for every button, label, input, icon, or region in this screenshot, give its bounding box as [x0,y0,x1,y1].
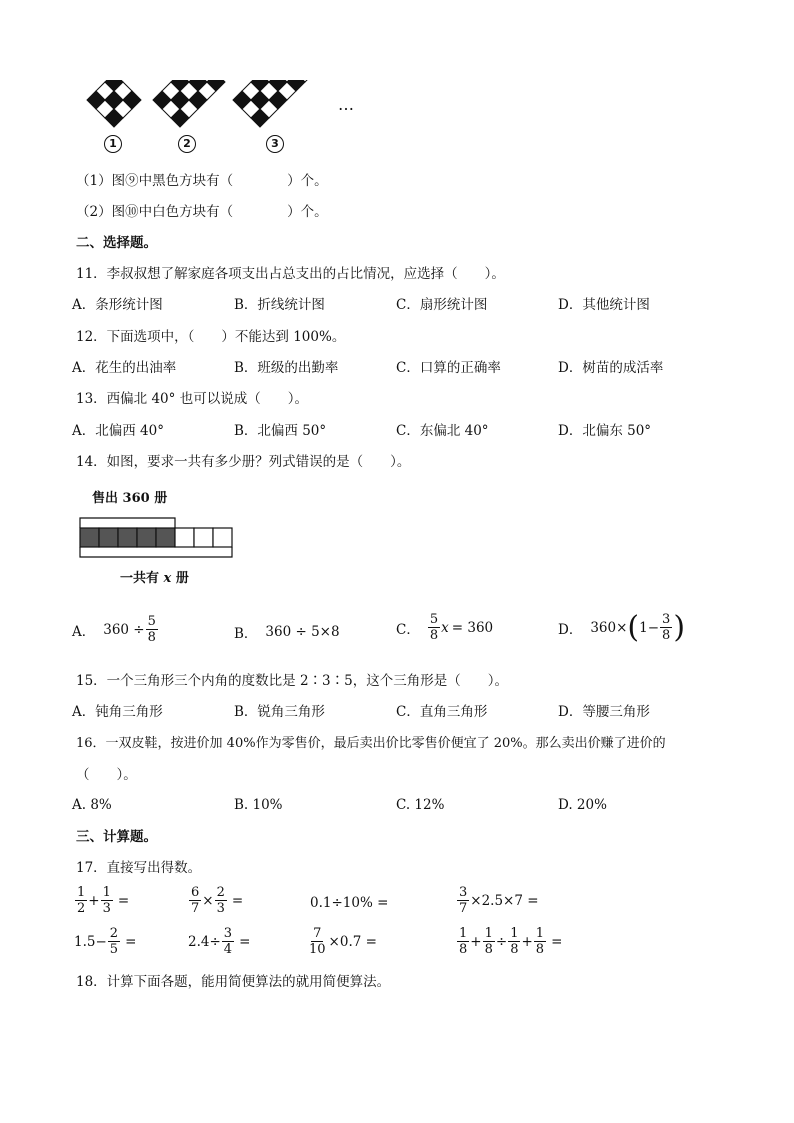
q14-c-fraction [428,612,440,643]
q17-e6-d: 4 [223,942,233,957]
q13-option-d: D．北偏东 50° [558,423,652,439]
q14-d-expr: 360× [590,619,628,636]
q17-e3-text: 0.1÷10% = [310,895,389,911]
q12-option-a: A．花生的出油率 [72,360,177,376]
q17-e6-eq: = [239,933,251,950]
q15-option-b: B．锐角三角形 [234,704,325,720]
q17-e8-frac4 [534,926,546,957]
q13-option-b: B．北偏西 50° [234,423,327,439]
q17-e8-frac2 [483,926,495,957]
q12-option-c: C．口算的正确率 [396,360,501,376]
q14-c-var: x [441,619,449,636]
q17-e8-frac1 [457,926,469,957]
q14-a-label: A． [72,623,96,640]
q14-c-den: 8 [429,628,439,643]
sold-segment [137,528,156,547]
q17-e8-n2: 1 [484,926,493,941]
q14-c-num: 5 [429,612,439,627]
q17-stem: 17．直接写出得数。 [76,860,202,876]
q17-e8-d3: 8 [510,942,519,957]
q12-option-d: D．树苗的成活率 [558,360,664,376]
q14-option-b [234,614,340,650]
q17-e8-n1: 1 [459,926,468,941]
q17-expr-3 [310,885,388,921]
q17-expr-6 [188,926,250,957]
q10-part-1: （1）图⑨中黑色方块有（ ）个。 [76,173,328,189]
q17-e1-frac1 [75,885,87,916]
remaining-segment [213,528,232,547]
q14-c-label: C． [396,621,420,638]
q11-option-b: B．折线统计图 [234,297,325,313]
q10-part-2: （2）图⑩中白色方块有（ ）个。 [76,204,328,220]
q16-stem-line2: （ ）。 [76,767,137,783]
bar-bottom-label-unit: 册 [175,571,189,586]
q16-stem-line1: 16．一双皮鞋，按进价加 40%作为零售价，最后卖出价比零售价便宜了 20%。那么卖出价赚了进价的 [76,736,666,751]
q17-e5-n: 2 [109,926,119,941]
bar-top-label: 售出 360 册 [92,491,168,506]
q17-e7-d: 10 [309,942,326,957]
ellipsis: … [338,95,354,114]
segment-bar-diagram [76,510,236,566]
q13-option-a: A．北偏西 40° [72,423,164,439]
q17-expr-2 [188,885,243,916]
q14-stem: 14．如图，要求一共有多少册？列式错误的是（ ）。 [76,454,411,470]
q17-e4-rest: ×2.5×7 = [470,892,539,909]
q17-e7-frac [307,926,328,957]
q13-stem: 13．西偏北 40° 也可以说成（ ）。 [76,391,308,407]
q17-e1-n1: 1 [77,885,86,900]
q17-e1-d1: 2 [77,901,86,916]
diamond-pattern-figure [80,80,370,160]
section-3-title: 三、计算题。 [76,829,157,845]
q17-expr-1 [74,885,129,916]
q17-e8-op3: + [521,933,533,950]
q14-a-num: 5 [147,614,156,629]
q17-expr-4 [456,885,539,916]
q18-stem: 18．计算下面各题，能用简便算法的就用简便算法。 [76,974,391,990]
q17-e2-eq: = [231,892,244,909]
figure-label-1: 1 [104,135,122,153]
q14-a-den: 8 [147,630,156,645]
q17-e5-pre: 1.5− [74,933,107,950]
q11-stem: 11．李叔叔想了解家庭各项支出占总支出的占比情况，应选择（ ）。 [76,266,505,282]
q17-e6-frac [222,926,234,957]
q16-option-d: D. 20% [558,797,607,813]
q17-e2-op: × [202,892,214,909]
q17-e1-n2: 1 [102,885,111,900]
q12-stem: 12．下面选项中，（ ）不能达到 100%。 [76,329,346,345]
sold-segment [99,528,118,547]
q14-option-a [72,614,159,645]
q17-e4-n1: 3 [459,885,468,900]
q17-e7-rest: ×0.7 = [328,933,377,950]
bar-bottom-label-text: 一共有 [120,571,160,586]
q14-d-fraction [660,612,672,643]
q14-d-den: 8 [662,628,671,643]
q11-option-a: A．条形统计图 [72,297,163,313]
figure-label-3: 3 [266,135,284,153]
q17-e8-n3: 1 [510,926,519,941]
sold-segment [118,528,137,547]
q17-e1-d2: 3 [102,901,111,916]
bar-bottom-label [120,570,189,588]
q14-b-label: B． [234,626,258,642]
q14-option-c [396,612,493,643]
q12-option-b: B．班级的出勤率 [234,360,339,376]
q17-e4-frac [457,885,469,916]
q13-option-c: C．东偏北 40° [396,423,489,439]
q17-e8-frac3 [508,926,520,957]
q17-e8-d1: 8 [459,942,468,957]
q15-stem: 15．一个三角形三个内角的度数比是 2∶3∶5，这个三角形是（ ）。 [76,673,508,689]
q17-e8-d4: 8 [535,942,545,957]
close-paren: ) [673,609,686,645]
q16-option-c: C. 12% [396,797,445,813]
q17-e2-d2: 3 [216,901,225,916]
bottom-brace [80,547,232,557]
q14-b-expr: 360 ÷ 5×8 [265,624,340,640]
q17-e8-n4: 1 [535,926,545,941]
q17-e2-frac1 [189,885,201,916]
q17-e8-op1: + [470,933,482,950]
q17-expr-7 [306,926,377,957]
q17-e2-frac2 [215,885,227,916]
q14-d-num: 3 [662,612,671,627]
bar-bottom-var: x [163,571,172,586]
sold-segment [80,528,99,547]
top-brace [80,518,175,528]
q15-option-c: C．直角三角形 [396,704,488,720]
q14-c-rest: = 360 [451,619,494,636]
q14-d-one: 1− [639,619,660,636]
q14-option-d [558,609,686,645]
pattern-figure-1 [87,80,141,127]
q17-e1-eq: = [117,892,130,909]
q16-option-b: B. 10% [234,797,283,813]
pattern-figure-2 [153,80,225,127]
open-paren: ( [627,609,640,645]
q15-option-d: D．等腰三角形 [558,704,650,720]
q11-option-d: D．其他统计图 [558,297,650,313]
q17-e8-eq: = [551,933,563,950]
section-2-title: 二、选择题。 [76,235,157,251]
remaining-segment [175,528,194,547]
q17-expr-5 [74,926,136,957]
q14-a-expr: 360 ÷ [103,621,145,638]
q17-e1-op: + [88,892,100,909]
pattern-figure-3 [233,80,323,127]
q14-d-label: D． [558,621,583,638]
q17-expr-8 [456,926,562,957]
q15-option-a: A．钝角三角形 [72,704,163,720]
figure-label-2: 2 [178,135,196,153]
q17-e8-d2: 8 [484,942,493,957]
q17-e4-d1: 7 [459,901,468,916]
q17-e8-op2: ÷ [495,933,508,950]
q17-e5-d: 5 [109,942,119,957]
q17-e5-eq: = [125,933,137,950]
q11-option-c: C．扇形统计图 [396,297,488,313]
q17-e2-d1: 7 [191,901,200,916]
q17-e2-n2: 2 [216,885,225,900]
sold-segment [156,528,175,547]
q17-e7-n: 7 [313,926,322,941]
q17-e5-frac [108,926,120,957]
q17-e1-frac2 [101,885,113,916]
q17-e6-pre: 2.4÷ [188,933,221,950]
q14-a-fraction [146,614,158,645]
remaining-segment [194,528,213,547]
q17-e2-n1: 6 [191,885,200,900]
q16-option-a: A. 8% [72,797,112,813]
q17-e6-n: 3 [223,926,233,941]
